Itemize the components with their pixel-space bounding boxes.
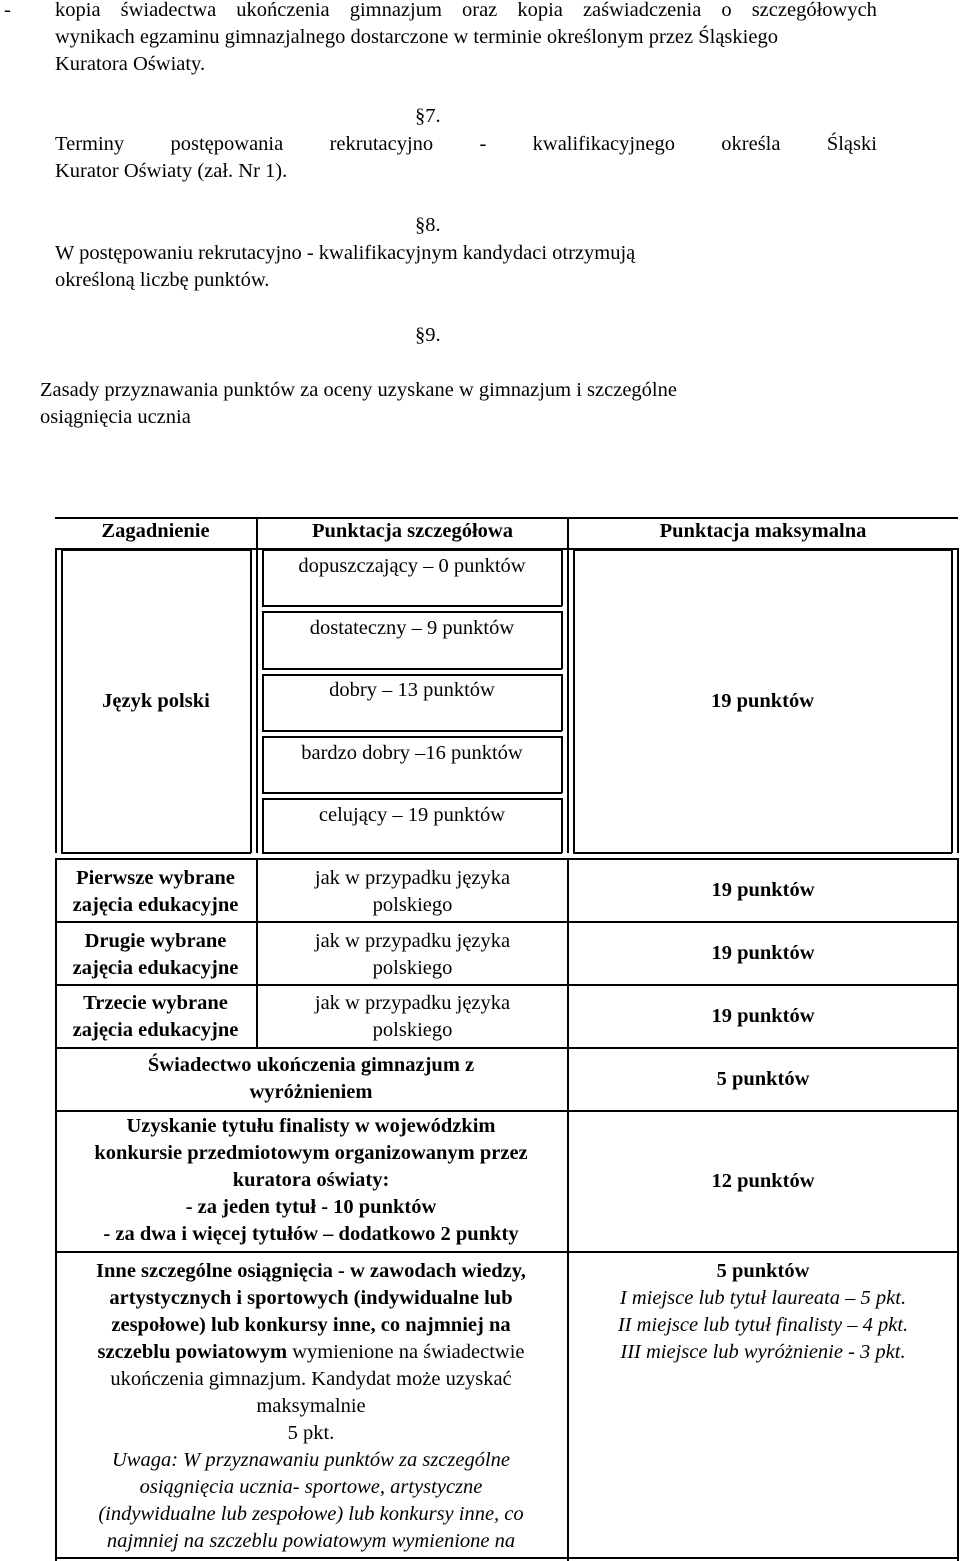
other-line-bold: szczeblu powiatowym [97,1341,288,1363]
intro-word: o [721,0,732,21]
intro-word: szczegółowych [751,0,877,21]
sec7-word: - [479,133,487,155]
section-9-line-2: osiągnięcia ucznia [40,406,191,428]
subject-pierwsze-wybrane [55,865,256,919]
other-line: Inne szczególne osiągnięcia - w zawodach wiedzy, [96,1260,526,1282]
detail-drugie-wybrane [257,928,568,982]
grade-bardzo-dobry: bardzo dobry –16 punktów [301,742,523,764]
other-line: 5 pkt. [287,1422,335,1444]
subject-trzecie-wybrane [55,990,256,1044]
other-line: zespołowe) lub konkursy inne, co najmniej na [111,1314,511,1336]
section-7-line-1 [55,131,877,158]
finalist-line: - za jeden tytuł - 10 punktów [185,1196,437,1218]
max-drugie-wybrane: 19 punktów [711,941,815,964]
other-line-rest: wymienione na świadectwie [287,1341,525,1363]
finalist-line: - za dwa i więcej tytułów – dodatkowo 2 punkty [103,1223,519,1245]
max-jezyk-polski: 19 punktów [710,689,815,712]
header-zagadnienie: Zagadnienie [101,520,210,542]
sec7-word: określa [721,133,781,155]
max-certificate: 5 punktów [716,1067,810,1090]
grade-dostateczny: dostateczny – 9 punktów [309,617,515,639]
intro-line-3: Kuratora Oświaty. [55,53,206,75]
other-line: artystycznych i sportowych (indywidualne lub [109,1287,513,1309]
note-line: najmniej na szczeblu powiatowym wymienione na [106,1530,516,1552]
other-line-4 [55,1339,567,1366]
max-trzecie-wybrane: 19 punktów [711,1004,815,1027]
max-pierwsze-wybrane: 19 punktów [711,878,815,901]
sec7-word: postępowania [170,133,284,155]
section-7-line-2: Kurator Oświaty (zał. Nr 1). [55,160,288,182]
max-other-achievements [568,1258,958,1366]
max-other-line: III miejsce lub wyróżnienie - 3 pkt. [620,1341,906,1363]
detail-trzecie-wybrane [257,990,568,1044]
subject-jezyk-polski: Język polski [102,689,210,712]
sec7-word: Śląski [826,133,877,155]
intro-word: kopia [517,0,563,21]
header-punktacja-szczegolowa: Punktacja szczegółowa [312,520,513,542]
subject-line: zajęcia edukacyjne [72,1019,239,1041]
subject-drugie-wybrane [55,928,256,982]
detail-line: jak w przypadku języka [314,930,511,952]
intro-word: świadectwa [120,0,217,21]
detail-line: jak w przypadku języka [314,992,511,1014]
max-finalist: 12 punktów [711,1169,815,1192]
note-line: osiągnięcia ucznia- sportowe, artystyczne [139,1476,483,1498]
subject-line: zajęcia edukacyjne [72,894,239,916]
certificate-line: wyróżnieniem [249,1081,373,1103]
other-line: ukończenia gimnazjum. Kandydat może uzyskać [110,1368,512,1390]
intro-word: ukończenia [236,0,330,21]
intro-dash: - [4,0,11,21]
sec7-word: rekrutacyjno [329,133,434,155]
finalist-line: kuratora oświaty: [232,1169,390,1191]
section-8-line-1: W postępowaniu rekrutacyjno - kwalifikacyjnym kandydaci otrzymują [55,242,636,264]
grade-celujacy: celujący – 19 punktów [318,804,506,826]
section-9-line-1: Zasady przyznawania punktów za oceny uzyskane w gimnazjum i szczególne [40,379,677,401]
detail-line: polskiego [372,957,453,979]
sec7-word: kwalifikacyjnego [532,133,675,155]
detail-pierwsze-wybrane [257,865,568,919]
section-9-number: §9. [415,324,441,346]
grade-dobry: dobry – 13 punktów [329,679,495,701]
subject-line: Trzecie wybrane [83,992,228,1014]
section-7-number: §7. [415,105,441,127]
intro-line-2: wynikach egzaminu gimnazjalnego dostarczone w terminie określonym przez Śląskiego [55,26,778,48]
other-line: maksymalnie [256,1395,366,1417]
section-8-line-2: określoną liczbę punktów. [55,269,270,291]
header-punktacja-maksymalna: Punktacja maksymalna [659,520,867,542]
max-other-points: 5 punktów [716,1260,810,1282]
note-line: Uwaga: W przyznawaniu punktów za szczególne [111,1449,511,1471]
max-other-line: I miejsce lub tytuł laureata – 5 pkt. [619,1287,907,1309]
grade-dopuszczajacy: dopuszczający – 0 punktów [298,555,526,577]
intro-word: zaświadczenia [582,0,702,21]
subject-line: Drugie wybrane [84,930,227,952]
finalist-line: konkursie przedmiotowym organizowanym przez [94,1142,528,1164]
sec7-word: Terminy [55,133,125,155]
intro-word: gimnazjum [349,0,442,21]
detail-line: jak w przypadku języka [314,867,511,889]
intro-word: oraz [462,0,498,21]
max-other-line: II miejsce lub tytuł finalisty – 4 pkt. [617,1314,909,1336]
detail-line: polskiego [372,894,453,916]
subject-line: zajęcia edukacyjne [72,957,239,979]
intro-line-1 [55,0,877,24]
intro-word: kopia [55,0,101,21]
section-8-number: §8. [415,214,441,236]
other-achievements-label [55,1258,567,1555]
subject-line: Pierwsze wybrane [76,867,235,889]
detail-line: polskiego [372,1019,453,1041]
finalist-label [55,1113,567,1248]
certificate-line: Świadectwo ukończenia gimnazjum z [147,1054,475,1076]
finalist-line: Uzyskanie tytułu finalisty w wojewódzkim [126,1115,496,1137]
certificate-label [55,1052,567,1106]
note-line: (indywidualne lub zespołowe) lub konkursy inne, co [98,1503,524,1525]
